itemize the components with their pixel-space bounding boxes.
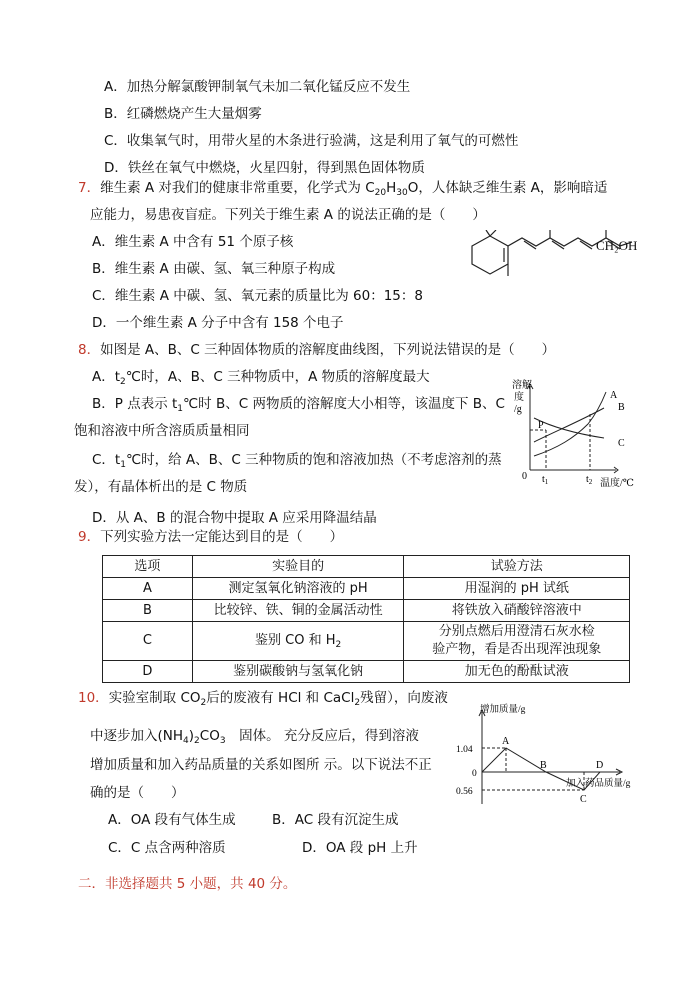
q10-stem-line4: 确的是（ ）	[90, 785, 185, 801]
graph-ylabel-1: 溶解	[512, 380, 532, 391]
point-p-label: P	[538, 420, 544, 431]
q8-option-a: A．$t_2℃$时，A、B、C 三种物质中，A 物质的溶解度最大	[92, 369, 430, 387]
curve-c-label: C	[618, 438, 625, 449]
table-row: B 比较锌、铁、铜的金属活动性 将铁放入硝酸锌溶液中	[103, 600, 630, 622]
table-row: C 鉴别 CO 和 $H_2$ 分别点燃后用澄清石灰水检 验产物，看是否出现浑浊现象	[103, 622, 630, 661]
curve-b-label: B	[618, 402, 625, 413]
q10-option-c: C．C 点含两种溶质	[108, 840, 226, 856]
q7-stem-line1: 7．维生素 A 对我们的健康非常重要，化学式为 $C_{20}H_{30}O$，人体缺乏维生素 A，影响暗适	[78, 180, 608, 198]
solubility-curve-graph	[508, 378, 642, 490]
graph-origin: 0	[522, 471, 527, 482]
q8-option-d: D．从 A、B 的混合物中提取 A 应采用降温结晶	[92, 510, 377, 526]
q7-stem-line2: 应能力，易患夜盲症。下列关于维生素 A 的说法正确的是（ ）	[90, 207, 486, 223]
q7-number: 7．	[78, 180, 101, 196]
table-row: D 鉴别碳酸钠与氢氧化钠 加无色的酚酞试液	[103, 661, 630, 683]
table-header: 选项	[103, 556, 193, 578]
table-header: 实验目的	[192, 556, 404, 578]
q10-stem-line3: 增加质量和加入药品质量的关系如图所 示。以下说法不正	[90, 757, 432, 773]
curve-b	[534, 408, 604, 442]
q7-option-c: C．维生素 A 中碳、氢、氧元素的质量比为 60：15：8	[92, 288, 423, 304]
q10-option-d: D．OA 段 pH 上升	[302, 840, 418, 856]
section-2-heading: 二．非选择题共 5 小题，共 40 分。	[78, 876, 297, 892]
experiment-table	[102, 555, 630, 683]
graph2-value-104: 1.04	[456, 745, 473, 755]
graph-t2: $t_2$	[586, 474, 593, 486]
q9-number: 9．	[78, 529, 101, 545]
q6-option-b: B．红磷燃烧产生大量烟雾	[104, 106, 262, 122]
graph2-ylabel: 增加质量/g	[480, 705, 526, 715]
q8-option-c-line2: 发），有晶体析出的是 C 物质	[74, 479, 248, 495]
q6-option-d: D．铁丝在氧气中燃烧，火星四射，得到黑色固体物质	[104, 160, 425, 176]
curve-a-label: A	[610, 390, 618, 401]
ch2oh-group-label: CH₂OH	[596, 238, 638, 253]
point-c-label: C	[580, 794, 587, 805]
graph-ylabel-2: 度	[514, 392, 524, 403]
q10-stem-line1: 10．实验室制取 $CO_2$后的废液有 HCl 和 CaCl$_2$残留），向废液	[78, 690, 448, 708]
q7-option-d: D．一个维生素 A 分子中含有 158 个电子	[92, 315, 344, 331]
curve-a	[534, 392, 606, 456]
q10-option-a: A．OA 段有气体生成	[108, 812, 236, 828]
q10-stem-line2: 中逐步加入$(NH_4)_2CO_3$ 固体。 充分反应后，得到溶液	[90, 728, 419, 746]
q10-option-b: B．AC 段有沉淀生成	[272, 812, 399, 828]
table-row: A 测定氢氧化钠溶液的 pH 用湿润的 pH 试纸	[103, 578, 630, 600]
q8-option-c-line1: C．$t_1℃$时，给 A、B、C 三种物质的饱和溶液加热（不考虑溶剂的蒸	[92, 452, 502, 470]
table-header-row	[103, 556, 630, 578]
point-a-label: A	[502, 736, 510, 747]
q8-option-b-line1: B．P 点表示 $t_1℃$时 B、C 两物质的溶解度大小相等，该温度下 B、C	[92, 396, 505, 414]
q6-option-a: A．加热分解氯酸钾制氧气未加二氧化锰反应不发生	[104, 79, 411, 95]
graph2-xlabel: 加入药品质量/g	[566, 779, 631, 789]
q6-option-c: C．收集氧气时，用带火星的木条进行验满，这是利用了氧气的可燃性	[104, 133, 519, 149]
point-b-label: B	[540, 760, 547, 771]
graph2-value-056: 0.56	[456, 787, 473, 797]
q7-option-b: B．维生素 A 由碳、氢、氧三种原子构成	[92, 261, 336, 277]
point-d-label: D	[596, 760, 604, 771]
graph-xlabel: 温度/℃	[600, 478, 634, 489]
graph-t1: $t_1$	[542, 474, 549, 486]
table-header: 试验方法	[404, 556, 630, 578]
curve-c	[534, 418, 604, 438]
mass-increase-graph	[430, 700, 636, 808]
q10-number: 10．	[78, 690, 109, 706]
graph-ylabel-3: /g	[514, 404, 522, 415]
q7-option-a: A．维生素 A 中含有 51 个原子核	[92, 234, 294, 250]
q9-stem: 9．下列实验方法一定能达到目的是（ ）	[78, 529, 344, 545]
q8-stem: 8．如图是 A、B、C 三种固体物质的溶解度曲线图，下列说法错误的是（ ）	[78, 342, 556, 358]
q8-option-b-line2: 饱和溶液中所含溶质质量相同	[74, 423, 250, 439]
q8-number: 8．	[78, 342, 101, 358]
graph2-origin: 0	[472, 769, 477, 779]
